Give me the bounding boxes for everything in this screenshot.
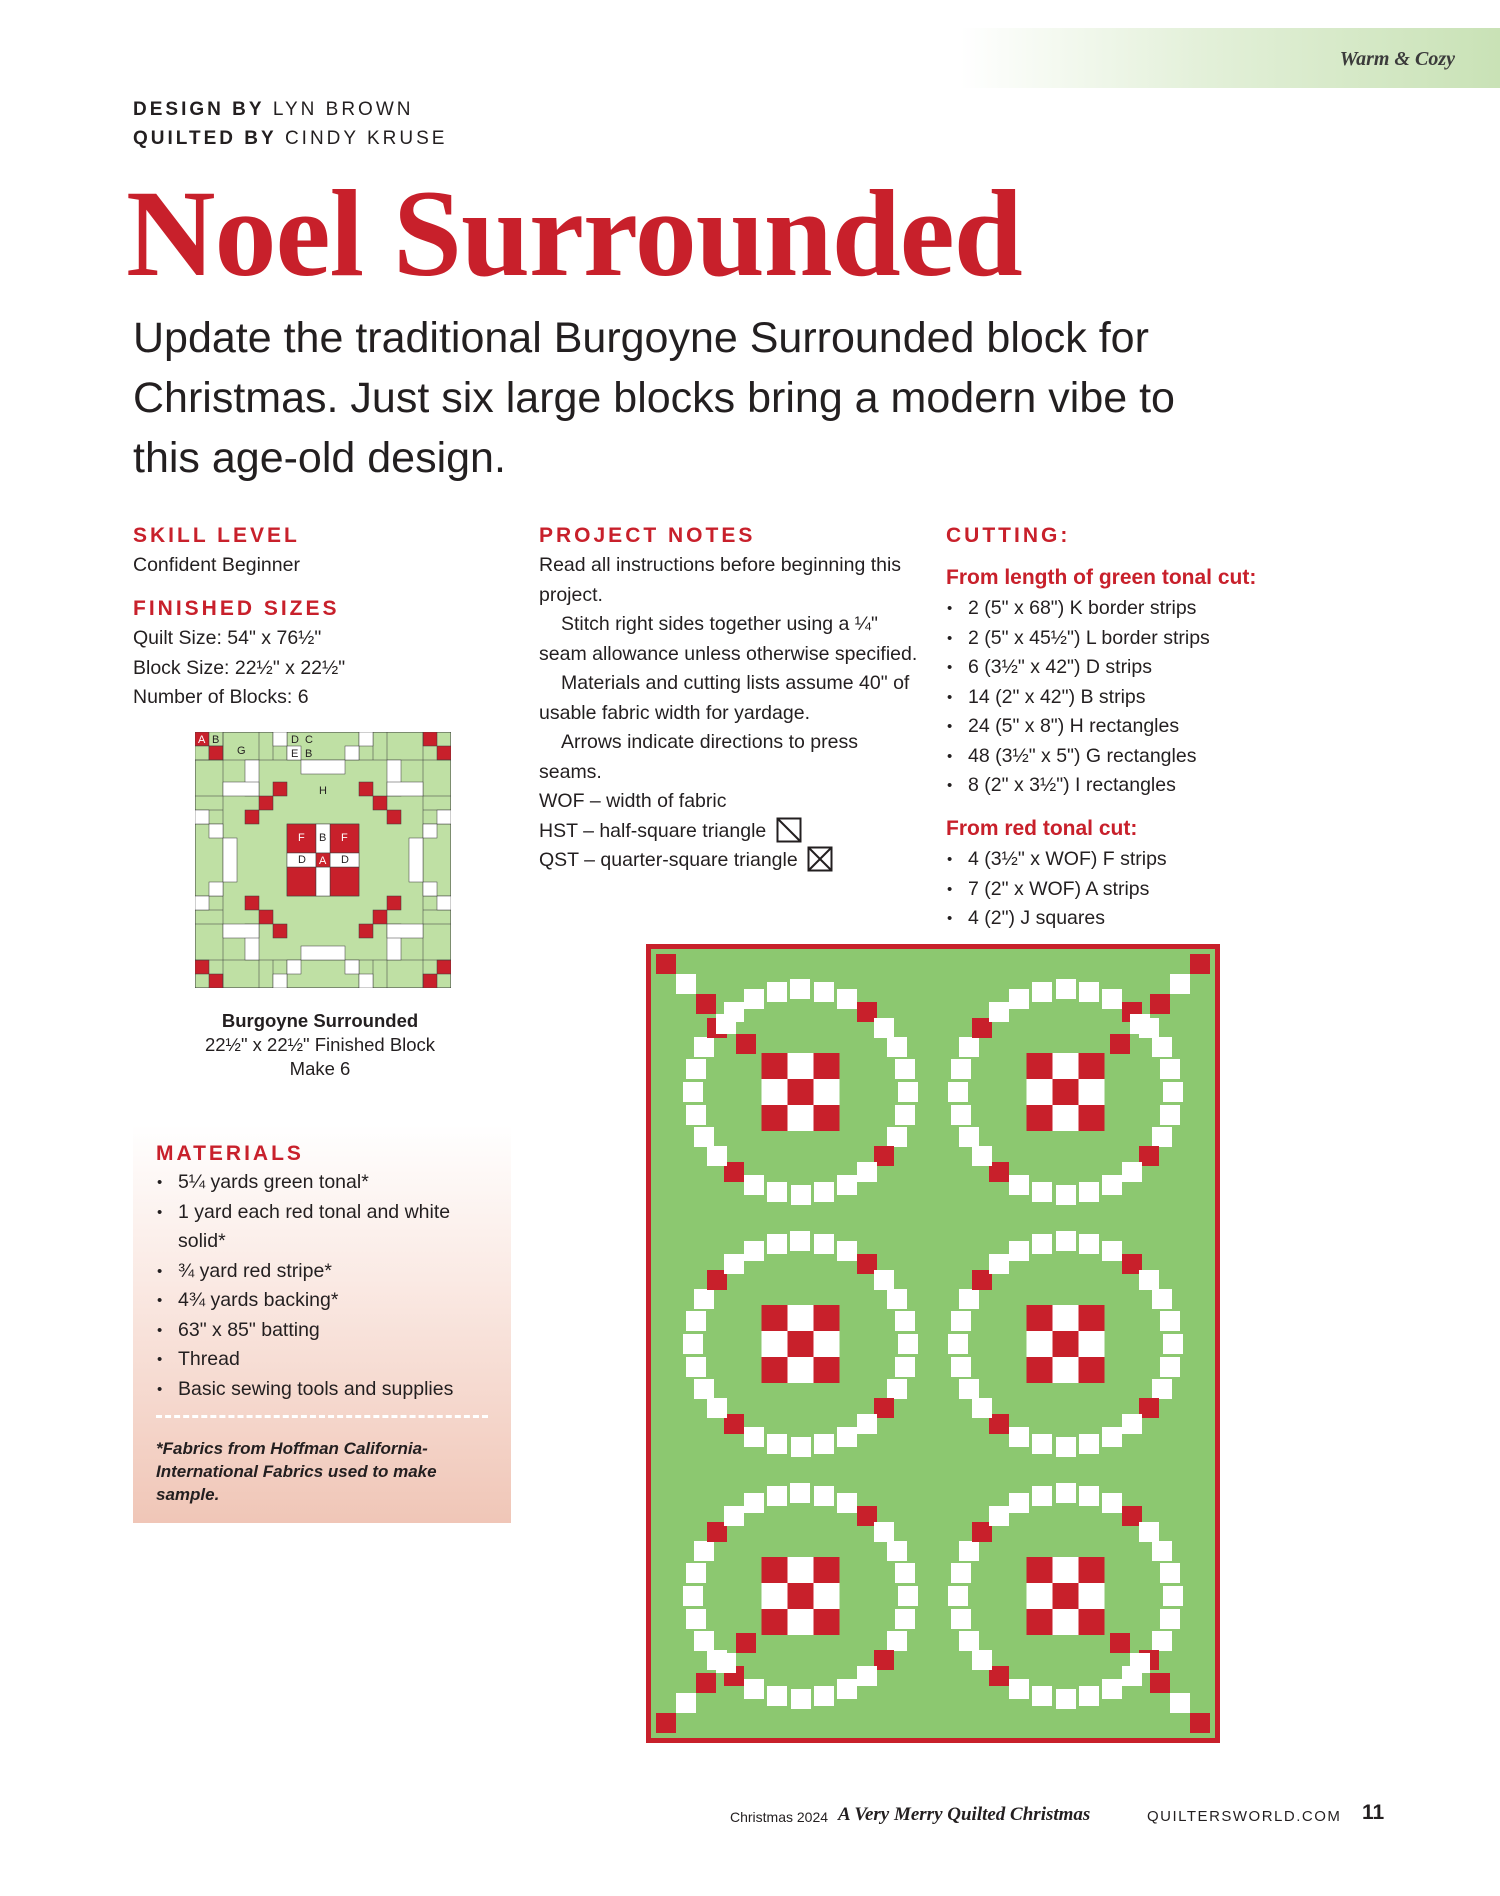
notes-paragraph: Stitch right sides together using a ¼" seam allowance unless otherwise specified. — [539, 613, 918, 665]
quilt-center-patch — [1053, 1053, 1079, 1079]
diagram-label-f-right: F — [341, 832, 348, 844]
quilt-ring-square — [694, 1541, 714, 1561]
green-cut-heading: From length of green tonal cut: — [946, 566, 1257, 589]
materials-divider — [156, 1415, 488, 1418]
quilt-ring-square — [1056, 1689, 1076, 1709]
quilt-ring-square — [895, 1609, 915, 1629]
quilt-ring-square — [1009, 1241, 1029, 1261]
quilt-corner-square — [1110, 1034, 1130, 1054]
quilt-ring-square — [694, 1379, 714, 1399]
quilt-ring-square — [887, 1631, 907, 1651]
quilt-corner-square — [1170, 1693, 1190, 1713]
quilt-center-patch — [814, 1583, 840, 1609]
list-item: • ¾ yard red stripe* — [156, 1257, 501, 1287]
quilt-ring-square — [951, 1311, 971, 1331]
quilt-ring-square — [1122, 1414, 1142, 1434]
finished-sizes-heading: FINISHED SIZES — [133, 597, 340, 620]
quilt-ring-square — [694, 1631, 714, 1651]
quilt-ring-square — [874, 1018, 894, 1038]
quilt-ring-square — [972, 1650, 992, 1670]
quilt-center-patch — [788, 1557, 814, 1583]
footer-issue: Christmas 2024 — [730, 1809, 829, 1825]
quilt-corner-square — [1130, 1653, 1150, 1673]
quilt-ring-square — [790, 979, 810, 999]
quilt-ring-square — [951, 1105, 971, 1125]
quilt-ring-square — [1160, 1105, 1180, 1125]
qst-row — [539, 846, 919, 876]
quilt-corner-square — [1110, 1633, 1130, 1653]
quilt-center-patch — [1053, 1105, 1079, 1131]
quilt-corner-square — [1150, 994, 1170, 1014]
quilt-ring-square — [837, 1493, 857, 1513]
quilt-center-patch — [788, 1357, 814, 1383]
quilt-ring-square — [694, 1289, 714, 1309]
quilt-ring-square — [767, 1434, 787, 1454]
quilt-corner-square — [1190, 954, 1210, 974]
quilt-ring-square — [1032, 1182, 1052, 1202]
diagram-label-g: G — [237, 745, 246, 757]
quilt-ring-square — [989, 1002, 1009, 1022]
quilt-ring-square — [814, 982, 834, 1002]
quilt-center-patch — [1079, 1105, 1105, 1131]
quilt-ring-square — [948, 1586, 968, 1606]
quilt-center-patch — [1053, 1079, 1079, 1105]
quilt-ring-square — [1079, 1182, 1099, 1202]
notes-paragraph: Read all instructions before beginning this project. — [539, 554, 902, 606]
quilt-ring-square — [1102, 1241, 1122, 1261]
hst-row — [539, 817, 919, 847]
quilt-ring-square — [1102, 1175, 1122, 1195]
diagram-label-b-top: B — [305, 748, 313, 760]
quilt-ring-square — [951, 1357, 971, 1377]
footer-magazine-title: A Very Merry Quilted Christmas — [838, 1804, 1091, 1825]
quilt-center-patch — [814, 1557, 840, 1583]
quilt-ring-square — [744, 1493, 764, 1513]
quilt-ring-square — [887, 1379, 907, 1399]
qst-definition: QST – quarter-square triangle — [539, 849, 798, 871]
quilt-center-patch — [762, 1609, 788, 1635]
quilt-center-patch — [788, 1105, 814, 1131]
quilt-ring-square — [1032, 1486, 1052, 1506]
quilt-center-patch — [1079, 1609, 1105, 1635]
quilt-ring-square — [1160, 1311, 1180, 1331]
list-item: • 6 (3½" x 42") D strips — [946, 653, 1210, 683]
quilted-credit-label: QUILTED BY — [133, 128, 277, 149]
quilt-ring-square — [686, 1311, 706, 1331]
list-item: • 63" x 85" batting — [156, 1316, 501, 1346]
quilt-corner-square — [656, 1713, 676, 1733]
quilt-ring-square — [1102, 1427, 1122, 1447]
notes-paragraph: Arrows indicate directions to press seams. — [539, 731, 858, 783]
quilt-center-patch — [1027, 1609, 1053, 1635]
block-size: Block Size: 22½" x 22½" — [133, 656, 346, 679]
quilt-ring-square — [683, 1586, 703, 1606]
quilt-ring-square — [972, 1146, 992, 1166]
quilt-ring-square — [1009, 989, 1029, 1009]
quilt-ring-square — [790, 1231, 810, 1251]
quilt-ring-square — [744, 1241, 764, 1261]
quilt-size: Quilt Size: 54" x 76½" — [133, 627, 322, 649]
quilt-ring-square — [887, 1037, 907, 1057]
quilt-center-patch — [1053, 1583, 1079, 1609]
quilt-center-patch — [814, 1331, 840, 1357]
quilt-center-patch — [1027, 1079, 1053, 1105]
quilt-center-patch — [788, 1053, 814, 1079]
quilt-center-patch — [1053, 1331, 1079, 1357]
quilt-center-patch — [788, 1583, 814, 1609]
quilt-ring-square — [1139, 1522, 1159, 1542]
quilt-ring-square — [1139, 1270, 1159, 1290]
finished-sizes-list — [133, 624, 345, 713]
quilt-ring-square — [790, 1483, 810, 1503]
quilt-ring-square — [857, 1666, 877, 1686]
quilt-ring-square — [959, 1379, 979, 1399]
quilt-ring-square — [837, 989, 857, 1009]
quilt-ring-square — [814, 1686, 834, 1706]
quilt-center-patch — [788, 1331, 814, 1357]
intro-text: Update the traditional Burgoyne Surrounded block for Christmas. Just six large blocks bring a modern vibe to this age-old design. — [133, 314, 1175, 482]
quilt-corner-square — [676, 974, 696, 994]
quilt-center-patch — [788, 1609, 814, 1635]
quilt-ring-square — [767, 1234, 787, 1254]
quilt-corner-square — [676, 1693, 696, 1713]
quilt-center-patch — [814, 1079, 840, 1105]
quilt-ring-square — [694, 1037, 714, 1057]
block-caption-size: 22½" x 22½" Finished Block — [204, 1034, 436, 1055]
quilt-corner-square — [696, 1673, 716, 1693]
quilt-ring-square — [1152, 1541, 1172, 1561]
quilt-center-patch — [1079, 1079, 1105, 1105]
quilt-ring-square — [1163, 1082, 1183, 1102]
quilt-center-patch — [1079, 1331, 1105, 1357]
quilt-ring-square — [744, 1679, 764, 1699]
list-item: • 2 (5" x 45½") L border strips — [946, 624, 1210, 654]
quilt-corner-square — [656, 954, 676, 974]
quilt-center-patch — [762, 1331, 788, 1357]
quilt-ring-square — [887, 1289, 907, 1309]
quilt-ring-square — [707, 1398, 727, 1418]
quilt-ring-square — [989, 1254, 1009, 1274]
quilt-center-patch — [1079, 1557, 1105, 1583]
list-item: • 8 (2" x 3½") I rectangles — [946, 771, 1210, 801]
quilt-ring-square — [814, 1234, 834, 1254]
diagram-label-c: C — [305, 734, 313, 746]
quilt-ring-square — [744, 1175, 764, 1195]
quilt-center-patch — [788, 1079, 814, 1105]
quilt-ring-square — [989, 1506, 1009, 1526]
quilt-ring-square — [1160, 1609, 1180, 1629]
quilt-center-patch — [762, 1583, 788, 1609]
list-item: • 5¼ yards green tonal* — [156, 1168, 501, 1198]
quilter-name: CINDY KRUSE — [284, 128, 448, 149]
notes-paragraph: Materials and cutting lists assume 40" of usable fabric width for yardage. — [539, 672, 910, 724]
quilt-ring-square — [744, 989, 764, 1009]
quilt-ring-square — [791, 1437, 811, 1457]
quilt-ring-square — [767, 1686, 787, 1706]
quilt-ring-square — [895, 1105, 915, 1125]
quilt-center-patch — [1027, 1583, 1053, 1609]
quilt-ring-square — [1009, 1427, 1029, 1447]
quilt-ring-square — [1152, 1631, 1172, 1651]
quilt-ring-square — [1152, 1127, 1172, 1147]
quilt-ring-square — [1079, 982, 1099, 1002]
list-item: • 7 (2" x WOF) A strips — [946, 875, 1167, 905]
quilt-ring-square — [951, 1609, 971, 1629]
quilt-center-patch — [1027, 1331, 1053, 1357]
quilt-center-patch — [1027, 1053, 1053, 1079]
quilt-center-patch — [762, 1105, 788, 1131]
quilt-ring-square — [1056, 1231, 1076, 1251]
quilt-ring-square — [1079, 1234, 1099, 1254]
list-item: • 48 (3½" x 5") G rectangles — [946, 742, 1210, 772]
quilt-ring-square — [874, 1270, 894, 1290]
list-item: • 4 (3½" x WOF) F strips — [946, 845, 1167, 875]
diagram-label-a-center: A — [319, 855, 327, 867]
skill-level-value: Confident Beginner — [133, 554, 300, 576]
page-title: Noel Surrounded — [126, 165, 1022, 302]
quilt-center-patch — [762, 1053, 788, 1079]
quilt-ring-square — [1056, 1483, 1076, 1503]
quilt-ring-square — [898, 1586, 918, 1606]
materials-heading: MATERIALS — [156, 1142, 304, 1165]
quilt-ring-square — [767, 982, 787, 1002]
quilt-ring-square — [686, 1105, 706, 1125]
quilt-ring-square — [1079, 1434, 1099, 1454]
design-credit — [133, 99, 413, 121]
quilt-corner-square — [736, 1034, 756, 1054]
quilt-ring-square — [1056, 979, 1076, 999]
quilt-ring-square — [1152, 1037, 1172, 1057]
design-credit-label: DESIGN BY — [133, 99, 265, 120]
skill-level-heading: SKILL LEVEL — [133, 524, 300, 547]
quilt-center-patch — [814, 1305, 840, 1331]
quilt-corner-square — [716, 1653, 736, 1673]
diagram-label-b-center: B — [319, 832, 327, 844]
diagram-label-b: B — [212, 734, 220, 746]
quilt-ring-square — [767, 1486, 787, 1506]
quilt-ring-square — [1032, 1686, 1052, 1706]
quilt-ring-square — [1160, 1059, 1180, 1079]
designer-name: LYN BROWN — [272, 99, 414, 120]
quilt-ring-square — [972, 1398, 992, 1418]
quilt-corner-square — [1150, 1673, 1170, 1693]
cutting-heading: CUTTING: — [946, 524, 1071, 547]
quilt-ring-square — [744, 1427, 764, 1447]
hst-definition: HST – half-square triangle — [539, 819, 767, 842]
quilt-center-patch — [1053, 1557, 1079, 1583]
quilt-ring-square — [1009, 1493, 1029, 1513]
diagram-label-a: A — [198, 734, 206, 746]
red-cut-list — [946, 845, 1167, 934]
quilt-corner-square — [736, 1633, 756, 1653]
quilt-center-patch — [762, 1357, 788, 1383]
quilt-corner-square — [1130, 1014, 1150, 1034]
quilt-ring-square — [951, 1059, 971, 1079]
list-item: • Thread — [156, 1345, 501, 1375]
quilt-center-patch — [814, 1053, 840, 1079]
quilt-center-patch — [762, 1305, 788, 1331]
quilt-ring-square — [694, 1127, 714, 1147]
quilt-center-patch — [1079, 1053, 1105, 1079]
quilt-center-patch — [1027, 1305, 1053, 1331]
block-diagram — [195, 732, 451, 988]
quilt-ring-square — [837, 1241, 857, 1261]
list-item: • 1 yard each red tonal and white solid* — [156, 1198, 501, 1257]
quilt-ring-square — [837, 1427, 857, 1447]
quilt-ring-square — [837, 1679, 857, 1699]
quilt-ring-square — [948, 1082, 968, 1102]
quilt-ring-square — [686, 1563, 706, 1583]
quilt-ring-square — [686, 1059, 706, 1079]
quilt-ring-square — [683, 1082, 703, 1102]
quilt-ring-square — [1032, 1434, 1052, 1454]
project-notes-heading: PROJECT NOTES — [539, 524, 756, 547]
quilt-center-patch — [814, 1357, 840, 1383]
quilt-ring-square — [895, 1059, 915, 1079]
quilt-ring-square — [895, 1311, 915, 1331]
quilt-center-patch — [788, 1305, 814, 1331]
quilt-center-patch — [762, 1079, 788, 1105]
quilt-center-patch — [1079, 1305, 1105, 1331]
quilt-ring-square — [959, 1127, 979, 1147]
quilt-center-patch — [1053, 1305, 1079, 1331]
quilt-ring-square — [1152, 1379, 1172, 1399]
quilt-ring-square — [1056, 1437, 1076, 1457]
quilt-ring-square — [791, 1185, 811, 1205]
quilt-ring-square — [707, 1146, 727, 1166]
quilt-photo — [646, 944, 1220, 1743]
quilt-ring-square — [1102, 989, 1122, 1009]
quilt-ring-square — [959, 1541, 979, 1561]
list-item: • 2 (5" x 68") K border strips — [946, 594, 1210, 624]
quilt-ring-square — [887, 1127, 907, 1147]
quilt-ring-square — [898, 1334, 918, 1354]
quilt-ring-square — [814, 1434, 834, 1454]
quilt-center-patch — [814, 1105, 840, 1131]
quilt-center-patch — [762, 1557, 788, 1583]
quilt-ring-square — [686, 1357, 706, 1377]
quilt-ring-square — [1032, 1234, 1052, 1254]
quilt-ring-square — [814, 1486, 834, 1506]
quilt-ring-square — [857, 1162, 877, 1182]
quilt-center-patch — [1079, 1583, 1105, 1609]
red-cut-heading: From red tonal cut: — [946, 817, 1138, 840]
list-item: • Basic sewing tools and supplies — [156, 1375, 501, 1405]
page-number: 11 — [1362, 1801, 1385, 1824]
green-cut-list — [946, 594, 1210, 801]
quilt-ring-square — [683, 1334, 703, 1354]
quilt-ring-square — [959, 1037, 979, 1057]
quilt-background — [651, 949, 1215, 1738]
quilt-ring-square — [1163, 1334, 1183, 1354]
quilt-ring-square — [686, 1609, 706, 1629]
quilt-ring-square — [724, 1254, 744, 1274]
quilt-center-patch — [1079, 1357, 1105, 1383]
quilt-corner-square — [1190, 1713, 1210, 1733]
diagram-label-d-right: D — [341, 854, 349, 866]
quilt-ring-square — [895, 1563, 915, 1583]
wof-definition: WOF – width of fabric — [539, 790, 727, 812]
footer-website: QUILTERSWORLD.COM — [1147, 1808, 1342, 1825]
quilt-ring-square — [814, 1182, 834, 1202]
quilt-ring-square — [948, 1334, 968, 1354]
quilt-ring-square — [1160, 1563, 1180, 1583]
quilt-ring-square — [857, 1414, 877, 1434]
quilt-center-patch — [1027, 1357, 1053, 1383]
list-item: • 4¾ yards backing* — [156, 1286, 501, 1316]
quilt-corner-square — [696, 994, 716, 1014]
list-item: • 24 (5" x 8") H rectangles — [946, 712, 1210, 742]
qst-icon — [807, 846, 833, 872]
quilt-center-patch — [1053, 1357, 1079, 1383]
quilt-ring-square — [1160, 1357, 1180, 1377]
quilt-ring-square — [791, 1689, 811, 1709]
diagram-label-d-left: D — [298, 854, 306, 866]
materials-list — [156, 1168, 501, 1404]
quilt-ring-square — [1032, 982, 1052, 1002]
quilt-ring-square — [767, 1182, 787, 1202]
quilt-ring-square — [724, 1506, 744, 1526]
quilt-ring-square — [837, 1175, 857, 1195]
diagram-label-d-top: D — [291, 734, 299, 746]
quilt-center-patch — [814, 1609, 840, 1635]
quilt-corner-square — [716, 1014, 736, 1034]
quilt-ring-square — [1163, 1586, 1183, 1606]
quilt-ring-square — [898, 1082, 918, 1102]
quilted-credit — [133, 128, 447, 150]
section-label: Warm & Cozy — [1339, 48, 1455, 70]
quilt-ring-square — [1102, 1679, 1122, 1699]
list-item: • 4 (2") J squares — [946, 904, 1167, 934]
quilt-ring-square — [1102, 1493, 1122, 1513]
quilt-ring-square — [951, 1563, 971, 1583]
quilt-ring-square — [895, 1357, 915, 1377]
quilt-ring-square — [1122, 1162, 1142, 1182]
hst-icon — [776, 817, 802, 843]
quilt-ring-square — [1009, 1175, 1029, 1195]
quilt-ring-square — [1152, 1289, 1172, 1309]
quilt-center-patch — [1027, 1105, 1053, 1131]
quilt-ring-square — [959, 1289, 979, 1309]
materials-note: *Fabrics from Hoffman California-International Fabrics used to make sample. — [156, 1439, 437, 1504]
quilt-ring-square — [887, 1541, 907, 1561]
block-caption — [180, 1009, 460, 1081]
block-caption-title: Burgoyne Surrounded — [221, 1010, 419, 1031]
quilt-ring-square — [874, 1522, 894, 1542]
diagram-label-f-left: F — [298, 832, 305, 844]
project-notes-body — [539, 551, 919, 876]
quilt-ring-square — [1009, 1679, 1029, 1699]
quilt-ring-square — [1056, 1185, 1076, 1205]
quilt-corner-square — [1170, 974, 1190, 994]
quilt-ring-square — [1079, 1686, 1099, 1706]
block-caption-make: Make 6 — [289, 1058, 351, 1079]
quilt-ring-square — [959, 1631, 979, 1651]
number-of-blocks: Number of Blocks: 6 — [133, 686, 309, 708]
diagram-label-h: H — [319, 785, 327, 797]
quilt-center-patch — [1053, 1609, 1079, 1635]
list-item: • 14 (2" x 42") B strips — [946, 683, 1210, 713]
quilt-ring-square — [1079, 1486, 1099, 1506]
diagram-label-e: E — [291, 748, 299, 760]
quilt-center-patch — [1027, 1557, 1053, 1583]
